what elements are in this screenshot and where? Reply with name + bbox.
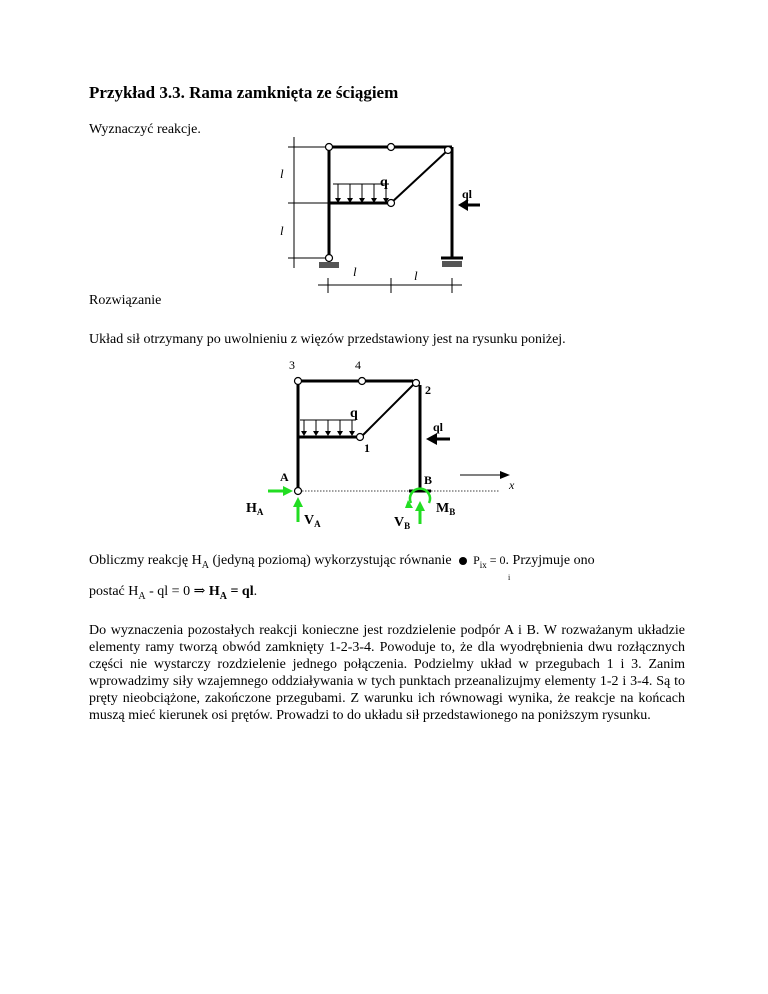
fig2-ql-label: ql xyxy=(433,420,444,434)
fig2-node-1 xyxy=(357,434,364,441)
equation-line: Obliczmy reakcję $H_A$ (jedyną poziomą) wykorzystując równanie $P_{ix} = 0$. Przyjmuje ono xyxy=(89,553,595,571)
main-paragraph: Do wyznaczenia pozostałych reakcji konieczne jest rozdzielenie podpór A i B. W rozważanym układzie elementy ramy tworzą obwód zamknięty 1-2-3-4. Powoduje to, że dla wyodrębnienia dwu rozłącznych części nie wystarczy rozdzielenie jednego połączenia. Podzielmy układ w przegubach 1 i 3. Zanim wprowadzimy siły wzajemnego oddziaływania w tych punktach przeanalizujmy elementy 1-2 i 3-4. Są to pręty nieobciążone, zakończone przegubami. Z warunku ich równowagi wynika, że reakcje na końcach muszą mieć kierunek osi prętów. Prowadzi to do układu sił przedstawionego na poniższym rysunku. xyxy=(89,623,685,723)
fig2-label-VB: $V_B$ xyxy=(394,515,411,531)
solution-heading: Rozwiązanie xyxy=(89,293,162,308)
fig2-node-3 xyxy=(295,378,302,385)
caption-line: Układ sił otrzymany po uwolnieniu z więzów przedstawiony jest na rysunku poniżej. xyxy=(89,332,566,347)
fig2-label-A: A xyxy=(280,470,289,484)
fig2-label-3: 3 xyxy=(289,358,295,372)
fig2-label-1: 1 xyxy=(364,441,370,455)
intro-text: Wyznaczyć reakcje. xyxy=(89,122,201,137)
fig2-node-2 xyxy=(413,380,420,387)
sum-index: i xyxy=(508,573,511,582)
sum-symbol xyxy=(459,557,467,565)
fig1-dim-l-label: l xyxy=(280,223,284,238)
fig2-label-HA: $H_A$ xyxy=(246,501,264,517)
result-line: postać $H_A$ - ql = 0 ⇒ $H_A$ = ql. xyxy=(89,584,258,602)
fig2-q-label: q xyxy=(350,406,358,421)
fig2-label-B: B xyxy=(424,473,433,487)
fig2-label-VA: $V_A$ xyxy=(304,513,321,529)
fig1-q-label: q xyxy=(380,175,388,190)
fig2-node-4 xyxy=(359,378,366,385)
fig1-dim-l-label: l xyxy=(414,268,418,283)
fig2-node-A xyxy=(295,488,302,495)
fig2-label-4: 4 xyxy=(355,358,361,372)
page-title: Przykład 3.3. Rama zamknięta ze ściągiem xyxy=(89,83,399,102)
fig2-label-2: 2 xyxy=(425,383,431,397)
fig1-dim-l-label: l xyxy=(353,264,357,279)
fig2-diagonal-tie xyxy=(362,384,414,436)
fig1-dim-l-label: l xyxy=(280,166,284,181)
fig1-ql-label: ql xyxy=(462,187,473,201)
fig2-ql-arrow xyxy=(426,433,437,445)
fig2-label-x: x xyxy=(509,478,515,492)
fig2-label-MB: $M_B$ xyxy=(436,501,456,517)
